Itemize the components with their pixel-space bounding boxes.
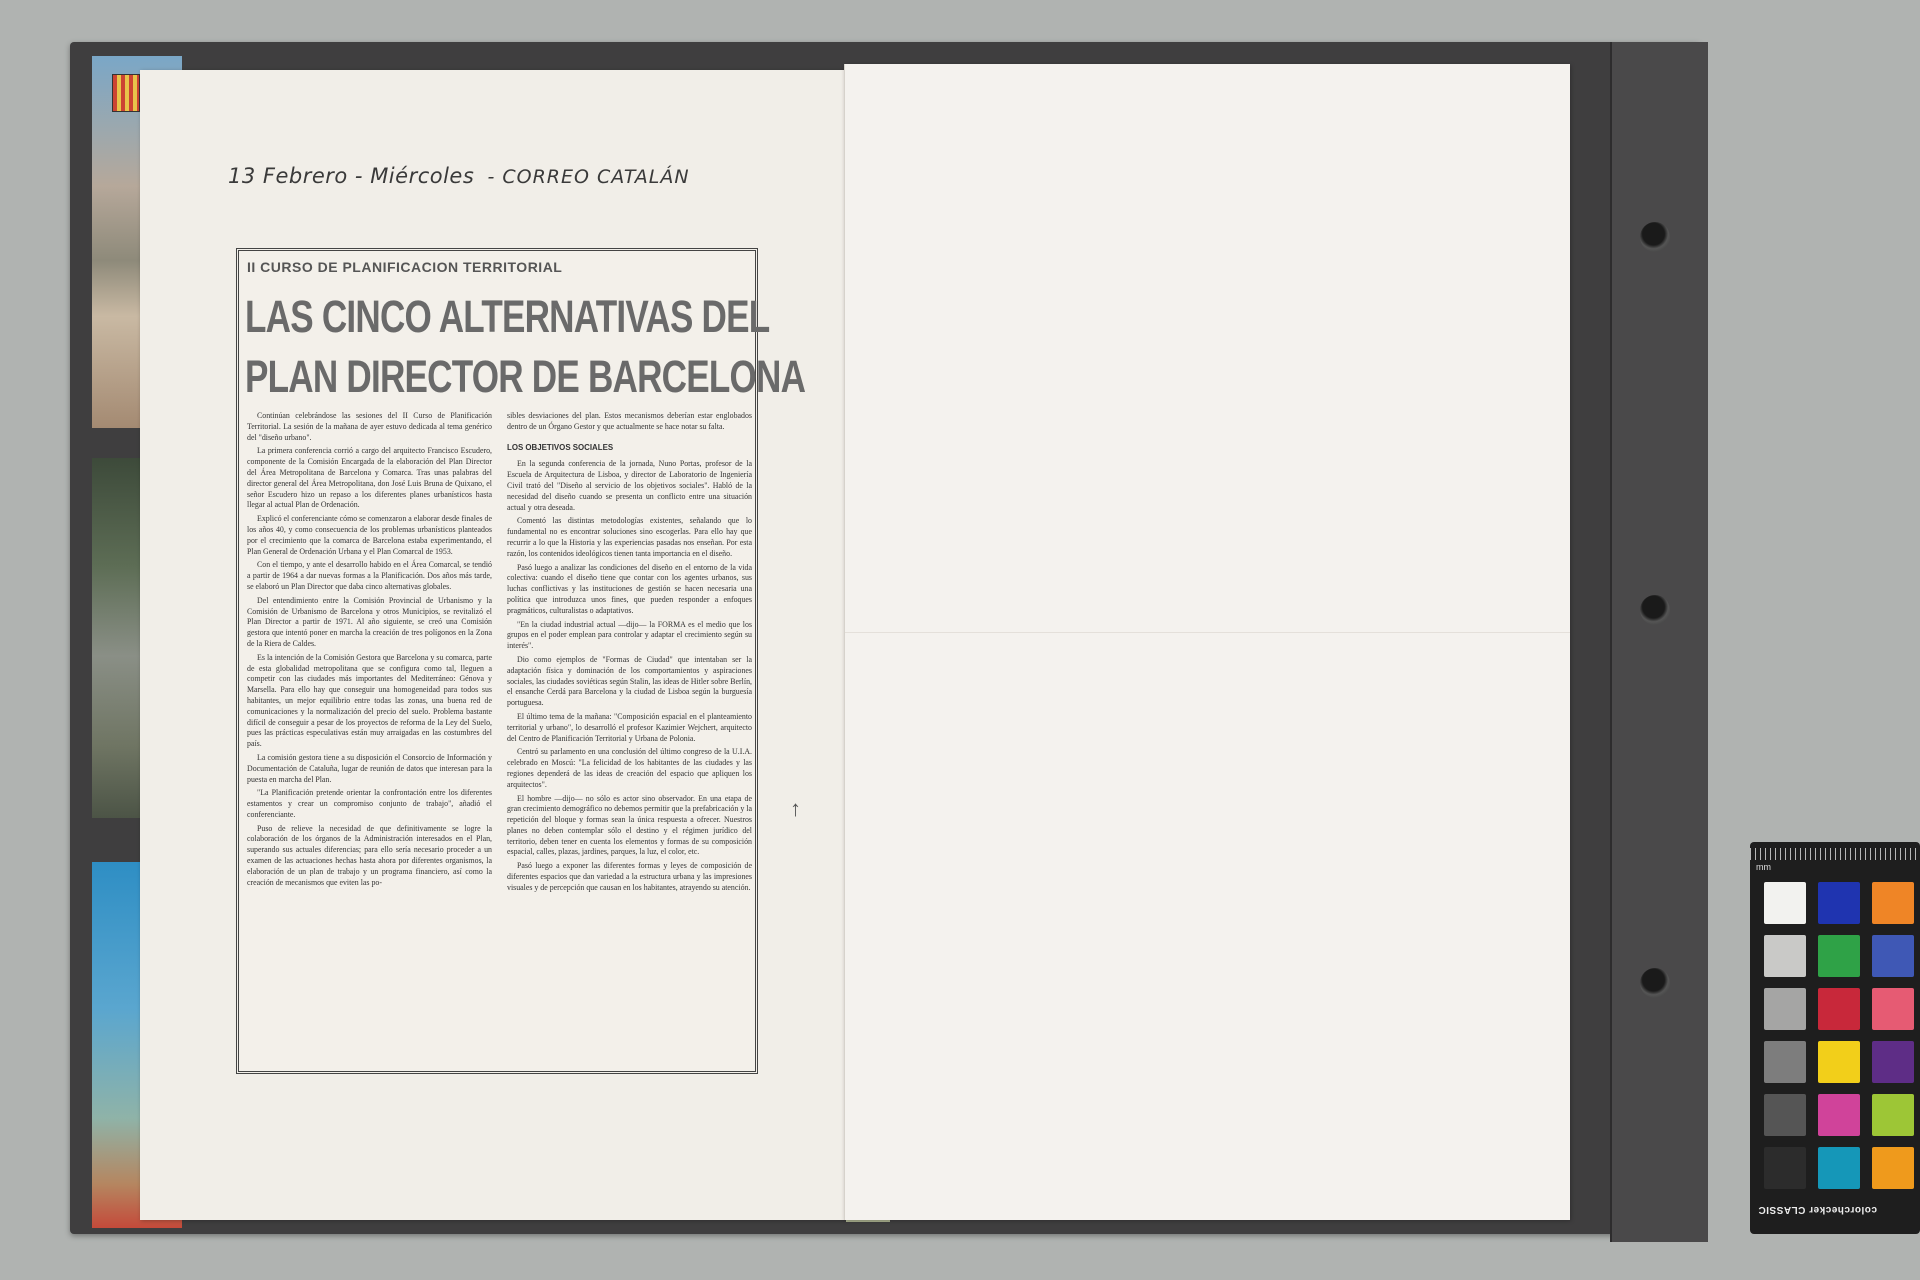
color-swatch <box>1818 988 1860 1030</box>
headline-line-1: LAS CINCO ALTERNATIVAS DEL <box>245 291 770 342</box>
handwritten-note <box>228 164 708 188</box>
crest-icon <box>112 74 140 112</box>
color-swatch <box>1818 882 1860 924</box>
color-swatch <box>1872 935 1914 977</box>
article-paragraph: Puso de relieve la necesidad de que definitivamente se logre la colaboración de los órganos de la Administración interesados en el Plan, superando sus actuales diferencias; para ello sería necesario proceder a un examen de las actuaciones hechas hasta ahora por diferentes organismos, la elaboración de un plan de trabajo y un programa financiero, así como la creación de mecanismos que eviten las po- <box>247 823 492 887</box>
color-swatch <box>1764 1094 1806 1136</box>
color-swatch <box>1764 988 1806 1030</box>
article-paragraph: Explicó el conferenciante cómo se comenzaron a elaborar desde finales de los años 40, y como consecuencia de los problemas urbanísticos planteados por el crecimiento que la comarca de Barcelona estaba experimentando, el Plan General de Ordenación Urbana y el Plan Comarcal de 1953. <box>247 514 492 556</box>
pencil-arrow-mark: ↑ <box>790 796 801 821</box>
color-swatch <box>1818 1094 1860 1136</box>
article-subhead: LOS OBJETIVOS SOCIALES <box>507 442 614 452</box>
article-paragraph: Comentó las distintas metodologías existentes, señalando que lo fundamental no es encontrar soluciones sino escogerlas. Para ello hay que recurrir a lo que la Historia y las experiencias pasadas nos enseñan. Por esta razón, los contenidos ideológicos tienen tanta importancia en el diseño. <box>507 516 752 558</box>
article-paragraph: Centró su parlamento en una conclusión del último congreso de la U.I.A. celebrado en Moscú: "La felicidad de los habitantes de las ciudades y las regiones dependerá de las ideas de creación del espacio que apliquen los arquitectos". <box>507 747 752 789</box>
color-swatch <box>1872 1094 1914 1136</box>
article-column-right <box>507 411 752 897</box>
article-paragraph: El último tema de la mañana: "Composición espacial en el planteamiento territorial y urbano", lo desarrolló el profesor Kazimier Wejchert, arquitecto del Centro de Planificación Territorial y Urbana de Polonia. <box>507 711 752 743</box>
article-paragraph: En la segunda conferencia de la jornada, Nuno Portas, profesor de la Escuela de Arquitectura de Lisboa, y director de Laboratorio de Ingeniería Civil trató del "Diseño al servicio de los objetivos sociales". Habló de la necesidad del diseño cuando se presenta un conflicto entre una situación actual y otra deseada. <box>507 459 752 512</box>
article-paragraph: Con el tiempo, y ante el desarrollo habido en el Área Comarcal, se tendió a partir de 1964 a dar nuevas formas a la Planificación. Dos años más tarde, se elaboró un Plan Director que daba cinco alternativas globales. <box>247 560 492 591</box>
checker-ruler-label: mm <box>1756 862 1771 872</box>
article-paragraph: "La Planificación pretende orientar la confrontación entre los diferentes estamentos y crear un compromiso conjunto de trabajo", añadió el conferenciante. <box>247 788 492 819</box>
article-kicker: II CURSO DE PLANIFICACION TERRITORIAL <box>247 259 563 275</box>
checker-ruler <box>1750 848 1920 860</box>
article-paragraph: Pasó luego a exponer las diferentes formas y leyes de composición de diferentes espacios que dan variedad a la estructura urbana y las impresiones visuales y de percepción que causan en los habitantes, atrayendo su atención. <box>507 861 752 892</box>
color-swatch <box>1764 935 1806 977</box>
color-swatch <box>1818 1041 1860 1083</box>
article-headline <box>245 287 806 407</box>
article-paragraph: La comisión gestora tiene a su disposición el Consorcio de Información y Documentación de Cataluña, lugar de reunión de datos que interesan para la puesta en marcha del Plan. <box>247 752 492 784</box>
handwritten-date: 13 Febrero - Miércoles <box>228 164 475 188</box>
color-swatch <box>1872 1147 1914 1189</box>
color-swatch <box>1764 1147 1806 1189</box>
ring-hole-bottom <box>1640 968 1670 998</box>
right-page <box>844 64 1570 1220</box>
article-paragraph: Dio como ejemplos de "Formas de Ciudad" que intentaban ser la adaptación física y dominación de los comportamientos y aspiraciones sociales, las ciudades soviéticas según Stalin, las ideas de Hitler sobre Berlín, el ensanche Cerdá para Barcelona y la ciudad de Lisboa según la burguesía portuguesa. <box>507 654 752 708</box>
article-paragraph: sibles desviaciones del plan. Estos mecanismos deberían estar englobados dentro de un Órgano Gestor y que actualmente se hace notar su falta. <box>507 411 752 431</box>
article-column-right-body <box>507 459 752 893</box>
article-paragraph: Pasó luego a analizar las condiciones del diseño en el entorno de la vida colectiva: cuando el diseño tiene que contar con los agentes urbanos, sus luchas conflictivas y las instituciones de gestión se hacen necesaria una política que introduzca unos fines, que pueden responder a enfoques pragmáticos, culturalistas o adaptativos. <box>507 562 752 615</box>
newspaper-clipping <box>236 248 806 1074</box>
headline-line-2: PLAN DIRECTOR DE BARCELONA <box>245 351 806 402</box>
article-paragraph: Es la intención de la Comisión Gestora que Barcelona y su comarca, parte de esta globalidad metropolitana que se configura como tal, lleguen a competir con las ciudades más importantes del Mediterráneo: Génova y Marsella. Para ello hay que conseguir una homogeneidad para todos sus habitantes, un mejor equilibrio entre todas las zonas, una buena red de comunicaciones y la normalización del precio del suelo. Problema bastante difícil de conseguir a pesar de los proyectos de reforma de la Ley del Suelo, pues las prácticas especulativas están muy arraigadas en las costumbres del país. <box>247 652 492 749</box>
ring-hole-middle <box>1640 595 1670 625</box>
color-swatch <box>1872 1041 1914 1083</box>
checker-brand: colorchecker CLASSIC <box>1758 1204 1877 1215</box>
color-swatch <box>1764 1041 1806 1083</box>
handwritten-source: - CORREO CATALÁN <box>487 166 690 188</box>
article-paragraph: La primera conferencia corrió a cargo del arquitecto Francisco Escudero, componente de la Comisión Encargada de la elaboración del Plan Director del Área Metropolitana de Barcelona y Comarca. Tras unas palabras del director general del Área Metropolitana, don José Luis Bruna de Quixano, el señor Escudero hizo un repaso a los diferentes planes urbanísticos hasta llegar al actual Plan de Ordenación. <box>247 446 492 510</box>
color-swatch <box>1818 1147 1860 1189</box>
color-swatch <box>1872 882 1914 924</box>
article-paragraph: "En la ciudad industrial actual —dijo— la FORMA es el medio que los grupos en el poder emplean para controlar y adaptar el crecimiento según su interés". <box>507 619 752 651</box>
color-swatch <box>1818 935 1860 977</box>
fold-line <box>845 632 1570 633</box>
article-column-left <box>247 411 492 891</box>
color-checker <box>1750 842 1920 1234</box>
article-paragraph: Continúan celebrándose las sesiones del II Curso de Planificación Territorial. La sesión de la mañana de ayer estuvo dedicada al tema genérico del "diseño urbano". <box>247 411 492 442</box>
article-paragraph: El hombre —dijo— no sólo es actor sino observador. En una etapa de gran crecimiento demográfico no debemos permitir que la prefabricación y la repetición del bloque y formas sean la única respuesta a ofrecer. Nuestros planes no deben contemplar sólo el destino y el régimen jurídico del territorio, deben tener en cuenta los elementos y formas de su composición espacial, calles, plazas, jardines, parques, la luz, el color, etc. <box>507 793 752 857</box>
color-swatch <box>1764 882 1806 924</box>
color-swatch <box>1872 988 1914 1030</box>
ring-hole-top <box>1640 222 1670 252</box>
article-paragraph: Del entendimiento entre la Comisión Provincial de Urbanismo y la Comisión de Urbanismo de Barcelona y otros Municipios, se revitalizó el Plan Director a partir de 1971. Al año siguiente, se creó una Comisión gestora que intentó poner en marcha la creación de tres polígonos en la Zona de la Riera de Caldes. <box>247 595 492 648</box>
